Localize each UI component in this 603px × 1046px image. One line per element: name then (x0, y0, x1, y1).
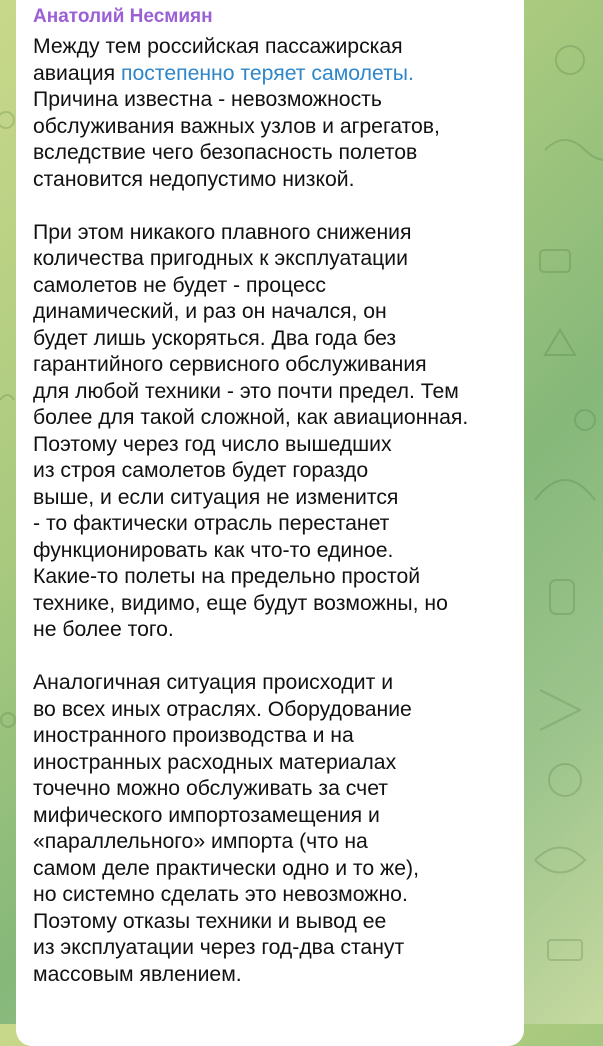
message-line: самом деле практически одно и то же), (33, 856, 419, 880)
message-line: Аналогичная ситуация происходит и (33, 671, 394, 694)
message-line: из эксплуатации через год-два станут (33, 936, 405, 959)
message-line: обслуживания важных узлов и агрегатов, (33, 114, 440, 138)
sender-name[interactable]: Анатолий Несмиян (33, 6, 213, 27)
message-line: из строя самолетов будет гораздо (33, 459, 369, 482)
article-link[interactable]: постепенно теряет самолеты. (121, 61, 414, 85)
message-line: количества пригодных к эксплуатации (33, 247, 408, 270)
message-line: иностранного производства и на (33, 724, 354, 747)
message-line: иностранных расходных материалах (33, 750, 397, 774)
message-line-text: авиация (33, 61, 121, 85)
message-line: выше, и если ситуация не изменится (33, 485, 399, 509)
message-line: не более того. (33, 618, 174, 641)
message-line: но системно сделать это невозможно. (33, 883, 408, 906)
message-line: технике, видимо, еще будут возможны, но (33, 591, 448, 615)
message-line: динамический, и раз он начался, он (33, 300, 387, 323)
message-text (33, 34, 510, 988)
message-line: При этом никакого плавного снижения (33, 220, 412, 244)
message-line: Какие-то полеты на предельно простой (33, 565, 421, 588)
message-line: мифического импортозамещения и (33, 803, 380, 827)
message-line: функционировать как что-то единое. (33, 538, 394, 562)
message-line: вследствие чего безопасность полетов (33, 141, 418, 164)
paragraph-gap (33, 644, 510, 671)
message-line: массовым явлением. (33, 962, 242, 986)
message-line: гарантийного сервисного обслуживания (33, 353, 427, 376)
message-line: точечно можно обслуживать за счет (33, 777, 388, 800)
message-line: будет лишь ускоряться. Два года без (33, 326, 397, 350)
message-line: «параллельного» импорта (что на (33, 830, 368, 853)
paragraph-gap (33, 193, 510, 220)
message-line: Поэтому через год число вышедших (33, 432, 392, 456)
message-line: становится недопустимо низкой. (33, 167, 355, 191)
message-line: более для такой сложной, как авиационная. (33, 406, 469, 429)
message-bubble[interactable] (16, 0, 524, 1046)
message-line: Между тем российская пассажирская (33, 35, 403, 58)
message-line: Поэтому отказы техники и вывод ее (33, 909, 387, 933)
message-line: для любой техники - это почти предел. Тем (33, 379, 459, 403)
message-line: во всех иных отраслях. Оборудование (33, 697, 412, 721)
message-line-with-link (33, 61, 510, 88)
message-line: - то фактически отрасль перестанет (33, 512, 390, 535)
message-line: самолетов не будет - процесс (33, 273, 326, 297)
message-line: Причина известна - невозможность (33, 88, 382, 111)
